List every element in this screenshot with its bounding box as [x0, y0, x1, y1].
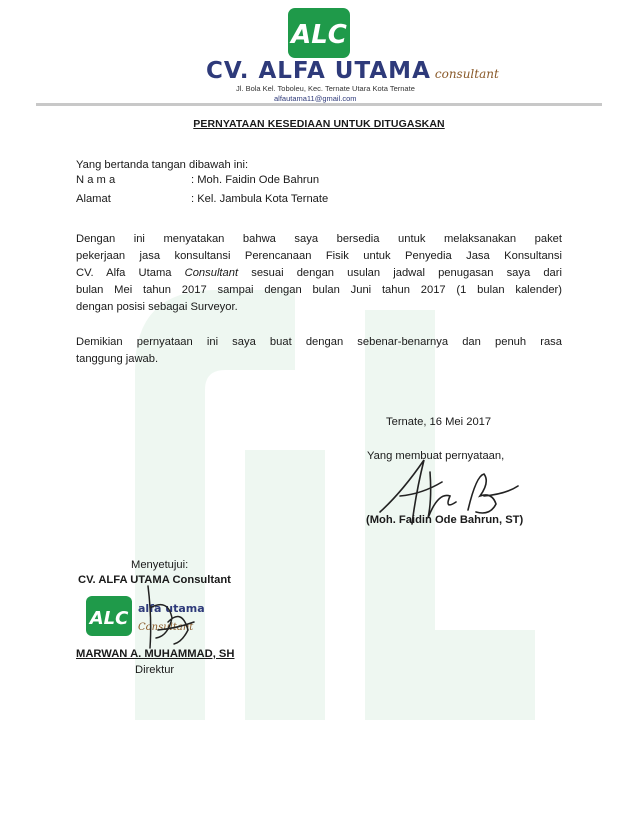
- statement-paragraph: [76, 231, 562, 316]
- paragraph-line: tanggung jawab.: [76, 353, 159, 365]
- stamp-text: Consultant: [138, 622, 194, 633]
- company-name-line: [206, 58, 499, 86]
- company-email: alfautama11@gmail.com: [274, 94, 357, 103]
- closing-paragraph: [76, 334, 562, 368]
- paragraph-line: [76, 265, 562, 282]
- field-value: : Kel. Jambula Kota Ternate: [191, 193, 329, 205]
- paragraph-line: Demikian pernyataan ini saya buat dengan sebenar-benarnya dan penuh rasa: [76, 336, 562, 348]
- line-text: sesuai dengan usulan jadwal penugasan saya dari: [238, 267, 562, 279]
- company-name: CV. ALFA UTAMA: [206, 58, 431, 84]
- stamp-text: alfa utama: [138, 602, 205, 615]
- signer-caption: Yang membuat pernyataan,: [367, 450, 505, 462]
- field-name: [76, 174, 319, 186]
- approval-organization: CV. ALFA UTAMA Consultant: [78, 574, 231, 586]
- field-address: [76, 193, 328, 205]
- line-text: CV. Alfa Utama: [76, 267, 185, 279]
- company-logo: [288, 8, 350, 58]
- company-address: Jl. Bola Kel. Toboleu, Kec. Ternate Utara Kota Ternate: [236, 84, 415, 93]
- approval-caption: Menyetujui:: [131, 559, 189, 571]
- field-value: : Moh. Faidin Ode Bahrun: [191, 174, 320, 186]
- paragraph-line: pekerjaan jasa konsultansi Perencanaan Fisik untuk Penyedia Jasa Konsultansi: [76, 250, 562, 262]
- place-date: Ternate, 16 Mei 2017: [386, 416, 492, 428]
- logo-text: ALC: [291, 20, 347, 50]
- header-divider: [36, 103, 602, 106]
- stamp-logo-text: ALC: [89, 608, 129, 629]
- company-suffix: consultant: [434, 67, 499, 81]
- field-label: Alamat: [76, 193, 111, 205]
- paragraph-line: dengan posisi sebagai Surveyor.: [76, 301, 238, 313]
- document-title: PERNYATAAN KESEDIAAN UNTUK DITUGASKAN: [193, 118, 445, 130]
- paragraph-line: Dengan ini menyatakan bahwa saya bersedia untuk melaksanakan paket: [76, 233, 562, 245]
- intro-text: Yang bertanda tangan dibawah ini:: [76, 159, 249, 171]
- director-signature: [138, 578, 198, 654]
- field-label: N a m a: [76, 174, 116, 186]
- signer-name: (Moh. Faidin Ode Bahrun, ST): [366, 514, 524, 526]
- director-title: Direktur: [135, 664, 175, 676]
- line-italic-text: Consultant: [184, 267, 239, 279]
- director-name: MARWAN A. MUHAMMAD, SH: [76, 648, 235, 660]
- paragraph-line: bulan Mei tahun 2017 sampai dengan bulan Juni tahun 2017 (1 bulan kalender): [76, 284, 562, 296]
